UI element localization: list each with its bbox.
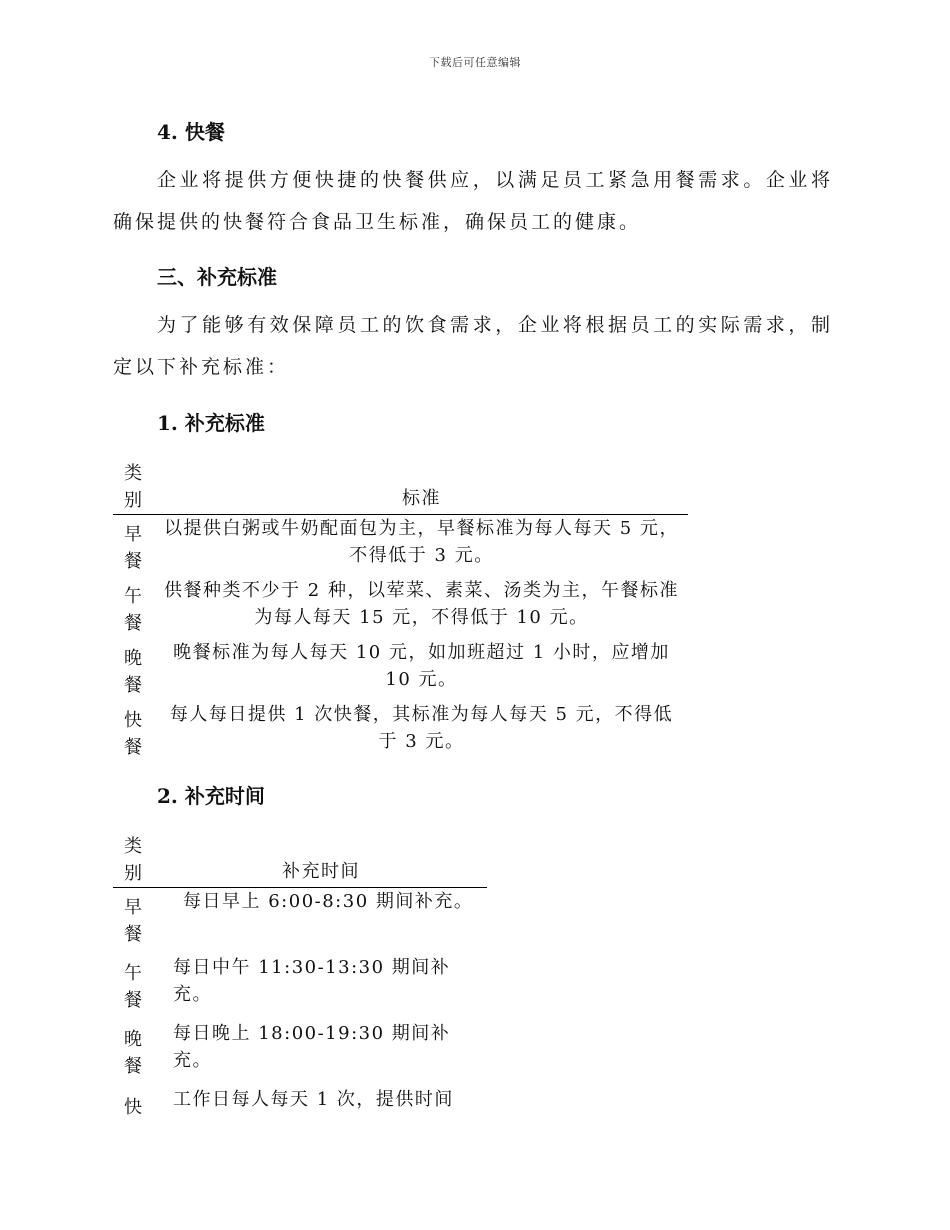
row-supply-time: 每日中午 11:30-13:30 期间补充。 bbox=[173, 957, 451, 1005]
header-category: 类 别 bbox=[113, 460, 153, 515]
row-supply-time: 工作日每人每天 1 次，提供时间 bbox=[173, 1089, 454, 1110]
section-fast-body: 企业将提供方便快捷的快餐供应，以满足员工紧急用餐需求。企业将确保提供的快餐符合食品卫生标准，确保员工的健康。 bbox=[113, 169, 833, 233]
row-supply-time: 每日晚上 18:00-19:30 期间补充。 bbox=[173, 1023, 451, 1071]
table-row bbox=[113, 1020, 487, 1086]
row-standard: 以提供白粥或牛奶配面包为主，早餐标准为每人每天 5 元，不得低于 3 元。 bbox=[164, 518, 679, 566]
section3-title: 三、补充标准 bbox=[157, 265, 277, 289]
row-standard: 晚餐标准为每人每天 10 元，如加班超过 1 小时，应增加 10 元。 bbox=[173, 642, 670, 690]
table-row bbox=[113, 701, 688, 763]
row-category: 午 餐 bbox=[124, 586, 142, 634]
row-category: 快 bbox=[124, 1097, 142, 1118]
table-row bbox=[113, 1086, 487, 1127]
page-header: 下载后可任意编辑 bbox=[429, 56, 521, 69]
table-row bbox=[113, 639, 688, 701]
table-row bbox=[113, 515, 688, 578]
table-row bbox=[113, 954, 487, 1020]
table-header-row bbox=[113, 833, 487, 888]
section-fast-title: 4. 快餐 bbox=[157, 120, 225, 144]
row-category: 早 餐 bbox=[124, 897, 142, 945]
row-category: 早 餐 bbox=[124, 524, 142, 572]
standards-table bbox=[113, 460, 688, 763]
header-standard: 标准 bbox=[153, 460, 688, 515]
row-category: 午 餐 bbox=[124, 963, 142, 1011]
table-row bbox=[113, 888, 487, 955]
row-standard: 每人每日提供 1 次快餐，其标准为每人每天 5 元，不得低于 3 元。 bbox=[169, 704, 674, 752]
supply-time-table bbox=[113, 833, 487, 1127]
table-header-row bbox=[113, 460, 688, 515]
table-row bbox=[113, 577, 688, 639]
row-category: 快 餐 bbox=[124, 710, 142, 758]
row-category: 晚 餐 bbox=[124, 1029, 142, 1077]
sub1-title: 1. 补充标准 bbox=[157, 411, 265, 435]
row-supply-time: 每日早上 6:00-8:30 期间补充。 bbox=[183, 891, 474, 912]
row-category: 晚 餐 bbox=[124, 648, 142, 696]
section3-body: 为了能够有效保障员工的饮食需求，企业将根据员工的实际需求，制定以下补充标准： bbox=[113, 314, 833, 378]
header-category: 类 别 bbox=[113, 833, 153, 888]
row-standard: 供餐种类不少于 2 种，以荤菜、素菜、汤类为主，午餐标准为每人每天 15 元，不得低于 10 元。 bbox=[164, 580, 679, 628]
sub2-title: 2. 补充时间 bbox=[157, 784, 265, 808]
header-supply-time: 补充时间 bbox=[153, 833, 487, 888]
